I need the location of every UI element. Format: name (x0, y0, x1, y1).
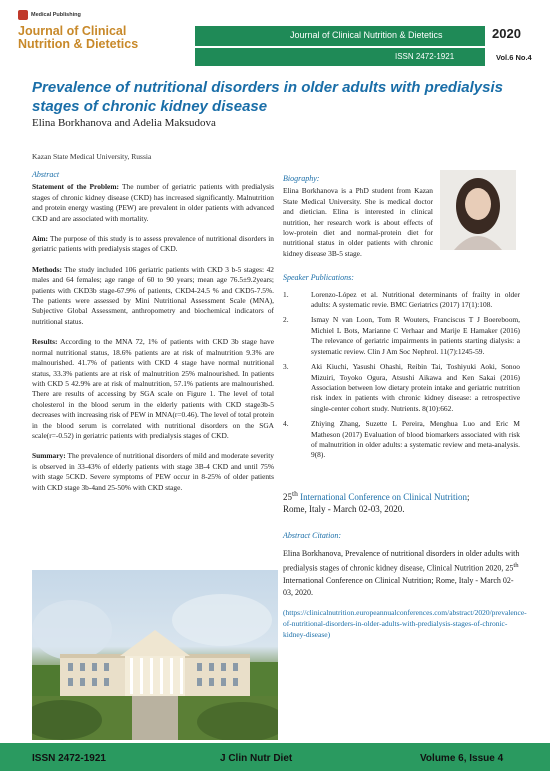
conference-name: International Conference on Clinical Nutrition (297, 492, 468, 502)
reference-item (283, 419, 520, 461)
article-authors: Elina Borkhanova and Adelia Maksudova (32, 117, 216, 129)
footer-volume: Volume 6, Issue 4 (420, 753, 504, 764)
citation-heading: Abstract Citation: (283, 531, 341, 540)
citation-text-b: International Conference on Clinical Nutrition; Rome, Italy - March 02-03, 2020. (283, 575, 514, 597)
journal-logo (18, 10, 168, 66)
problem-label: Statement of the Problem: (32, 182, 119, 192)
reference-number: 4. (283, 419, 289, 429)
page-footer (0, 743, 550, 771)
header-year: 2020 (492, 26, 521, 41)
logo-title-line2: Nutrition & Dietetics (18, 37, 139, 51)
citation-link[interactable]: (https://clinicalnutrition.europeannualconferences.com/abstract/2020/prevalence-of-nutritional-disorders-in-older-adults-with-predialysis-stages-of-chronic-kidney-disease) (283, 607, 527, 639)
reference-item (283, 362, 520, 414)
aim-text: The purpose of this study is to assess prevalence of nutritional disorders in geriatric patients with predialysis stages of CKD. (32, 234, 274, 254)
abstract-column (32, 170, 274, 503)
citation-ordinal: th (513, 562, 519, 569)
reference-item (283, 290, 520, 311)
aim-paragraph (32, 234, 274, 255)
methods-text: The study included 106 geriatric patients with CKD 3 b-5 stages: 42 males and 64 females; age range of 60 to 90 years; mean age 76.5±9.2years; patients with CKD3b stage-67.9% of patients, CKD4-24.5 % and CKD5-7.5%. The patients were assessed by Mini Nutritional Assessment Scale (MNA), Subjective Global Assessment, anthropometry and biochemical indicators of nutritional status. (32, 264, 274, 326)
reference-list (283, 290, 520, 461)
methods-paragraph (32, 265, 274, 327)
summary-label: Summary: (32, 451, 66, 461)
issn-band (195, 48, 485, 66)
results-paragraph (32, 337, 274, 441)
page-header (0, 0, 550, 70)
reference-number: 2. (283, 315, 289, 325)
header-volume: Vol.6 No.4 (496, 53, 532, 62)
conference-number: 25 (283, 492, 292, 502)
reference-number: 1. (283, 289, 289, 299)
conference-place: Rome, Italy - March 02-03, 2020. (283, 504, 405, 514)
citation-text-a: Elina Borkhanova, Prevalence of nutritional disorders in older adults with predialysis stages of chronic kidney disease, Clinical Nutrition 2020, 25 (283, 549, 520, 573)
biography-content: Elina Borkhanova is a PhD student from Kazan State Medical University. She is medical doctor and dietician. Elina is interested in clinical nutrition, her research work is about effects of low-protein diet and normal-protein diet for nutritional status in older patients with chronic kidney disease 3B-5 stage. (283, 186, 433, 258)
problem-text: The number of geriatric patients with predialysis stages of chronic kidney disease (CKD) has increased significantly. Malnutrition and protein energy wasting (PEW) are prevalent in older patients with advanced CKD and are associated with mortality. (32, 182, 274, 223)
building-illustration (32, 570, 278, 740)
summary-paragraph (32, 451, 274, 493)
right-column (283, 174, 520, 466)
reference-number: 3. (283, 362, 289, 372)
conference-suffix: ; (467, 492, 470, 502)
conference-info (283, 488, 520, 515)
university-building-image (32, 570, 278, 740)
article-affiliation: Kazan State Medical University, Russia (32, 152, 152, 161)
article-title: Prevalence of nutritional disorders in older adults with predialysis stages of chronic kidney disease (32, 79, 503, 115)
publications-heading: Speaker Publications: (283, 273, 354, 283)
biography-text (283, 186, 520, 259)
header-issn: ISSN 2472-1921 (395, 52, 455, 61)
reference-text: Lorenzo-López et al. Nutritional determinants of frailty in older adults: A systematic revie. BMC Geriatrics (2017) 17(1):108. (311, 289, 520, 310)
abstract-citation (283, 530, 527, 640)
results-label: Results: (32, 337, 58, 347)
footer-journal: J Clin Nutr Diet (220, 753, 293, 764)
reference-text: Ismay N van Loon, Tom R Wouters, Franciscus T J Boereboom, Michiel L Bots, Marianne C Verhaar and Marije E Hamaker (2016) The relevance of geriatric impairments in patients starting dialysis: a systematic review. Clin J Am Soc Nephrol. 11(7):1245-59. (311, 315, 520, 356)
publisher-icon (18, 10, 28, 20)
citation-text (283, 548, 520, 599)
biography-text-wrap (283, 186, 433, 259)
aim-label: Aim: (32, 234, 49, 244)
conference-ordinal: th (292, 489, 298, 498)
journal-name-band (195, 26, 485, 46)
reference-item (283, 315, 520, 357)
footer-issn: ISSN 2472-1921 (32, 753, 106, 764)
biography-heading: Biography: (283, 174, 320, 183)
methods-label: Methods: (32, 264, 62, 274)
journal-name: Journal of Clinical Nutrition & Dietetics (290, 30, 443, 40)
logo-title-line1: Journal of Clinical (18, 24, 127, 38)
results-text: According to the MNA 72, 1% of patients with CKD 3b stage have normal nutritional status, 18.6% patients are at risk of malnutrition 9.3% are malnourished. 41.7% of patients with CKD 4 stage have normal nutritional status, 33.3% patients are at risk of malnutrition 25% malnourished. In patients with CKD 5 42.9% are at risk of malnutrition, 57.1% patients are malnourished. There are results of accessing by SGA scale on Figure 1. The level of total cholesterol in the blood serum in the elderly patients with CKD stage3b-5 decreases with increasing risk of PEW in MNA(r=0.46). The level of total protein in the blood serum is correlated with nutritional disorders on the SGA scale(r=-0.52) in geriatric patients with predialysis stages of CKD. (32, 337, 274, 440)
publisher-name: Medical Publishing (31, 12, 81, 18)
reference-text: Aki Kiuchi, Yasushi Ohashi, Reibin Tai, Toshiyuki Aoki, Sonoo Mizuiri, Toyoko Ogura, Atsushi Aikawa and Ken Sakai (2016) Association between low dietary protein intake and geriatric nutrition risk index in patients with chronic kidney disease: a retrospective single-center cohort study. Nutrients. 8(10):662. (311, 362, 520, 413)
reference-text: Zhiying Zhang, Suzette L Pereira, Menghua Luo and Eric M Matheson (2017) Evaluation of blood biomarkers associated with risk of malnutrition in older adults: a systematic review and meta-analysis. 9(8). (311, 419, 520, 460)
abstract-heading: Abstract (32, 170, 60, 179)
summary-text: The prevalence of nutritional disorders of mild and moderate severity is observed in 33-43% of elderly patients with stage 3B-4 CKD and until 75% with stage 5CKD. Severe symptoms of PEW occur in 8-25% of older patients with CKD stage 3b-4and 25-50% with CKD stage. (32, 451, 274, 492)
problem-paragraph (32, 182, 274, 224)
